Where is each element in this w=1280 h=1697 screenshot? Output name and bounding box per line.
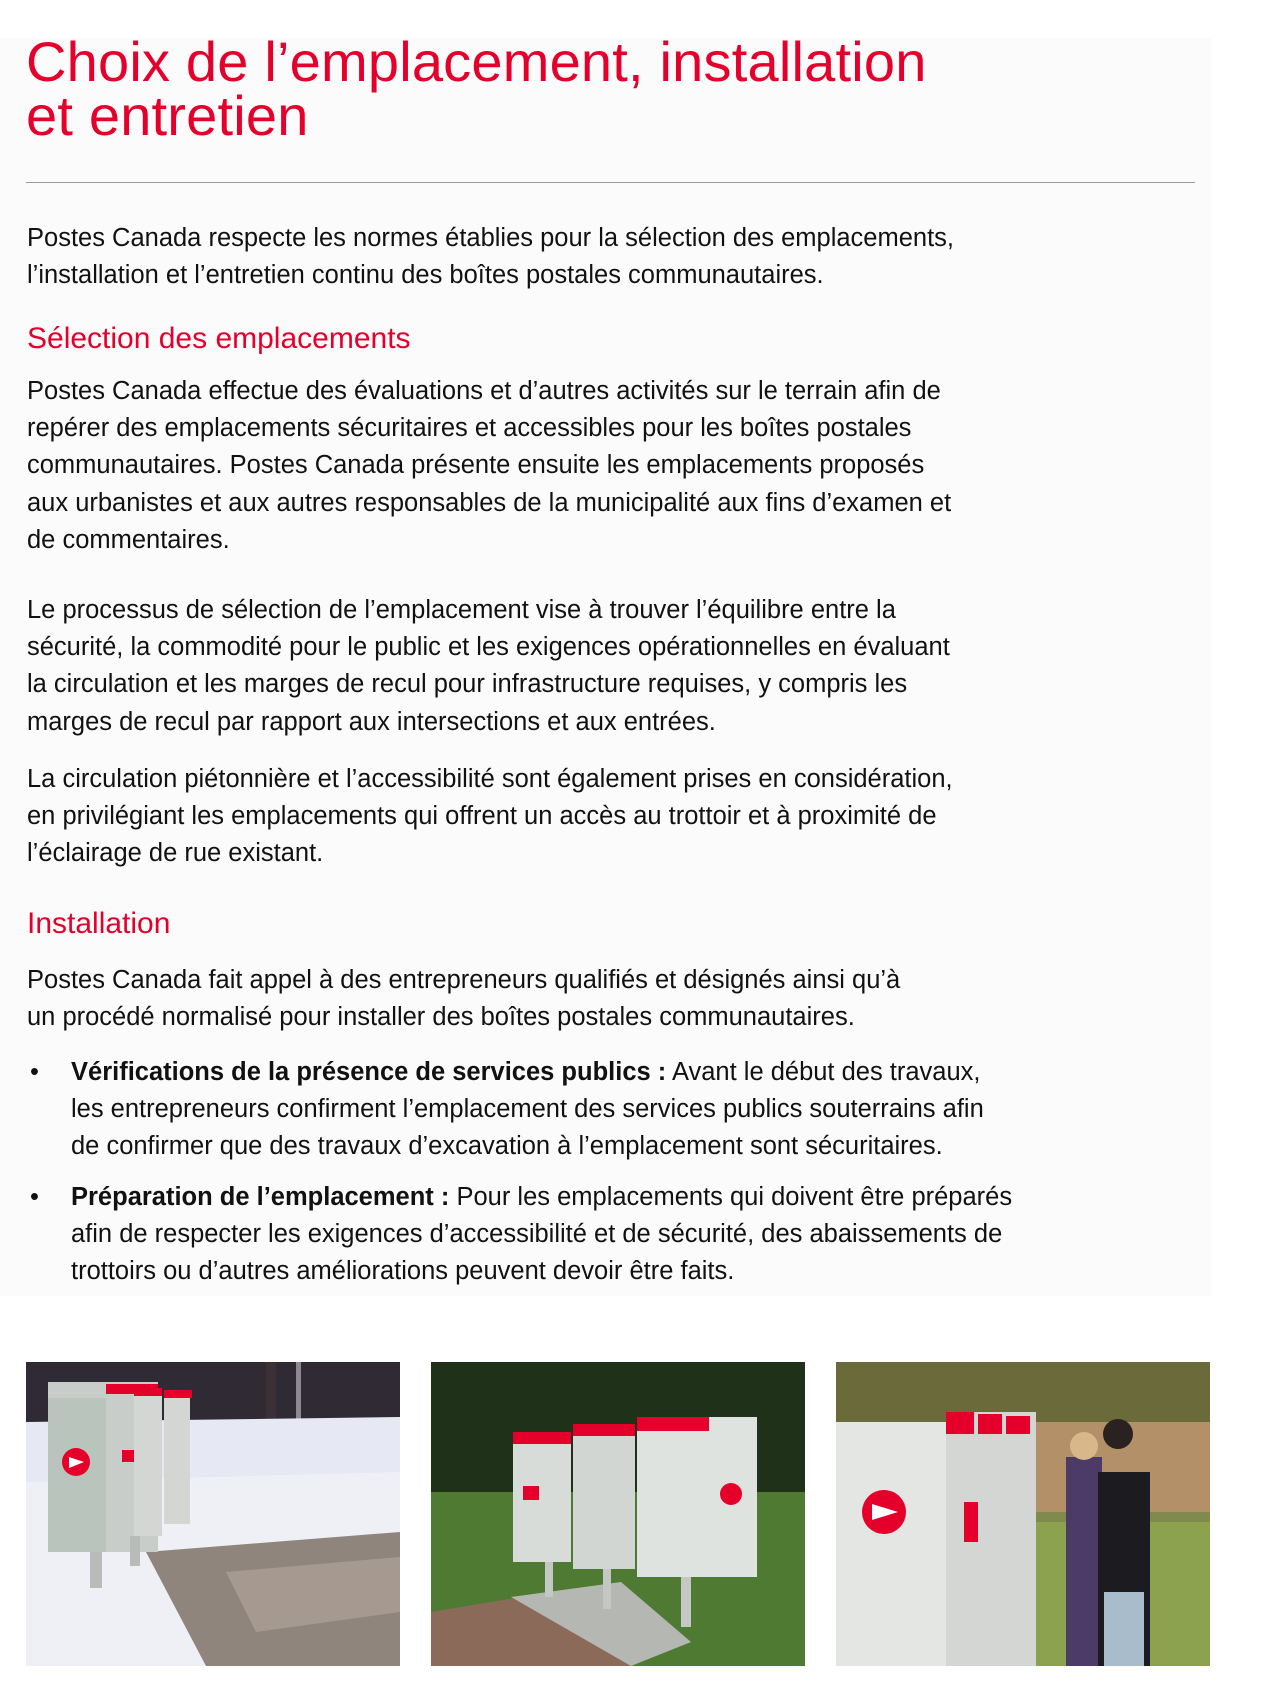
text-line: aux urbanistes et aux autres responsables de la municipalité aux fins d’examen et (27, 488, 952, 517)
text-line: Pour les emplacements qui doivent être préparés (449, 1182, 1013, 1211)
page-title (26, 30, 927, 147)
bullet-title: Vérifications de la présence de services publics : (71, 1058, 667, 1086)
photo-mailboxes-snow-icon (26, 1362, 400, 1666)
text-line: trottoirs ou d’autres améliorations peuvent devoir être faits. (71, 1257, 735, 1286)
text-line: marges de recul par rapport aux intersections et aux entrées. (27, 707, 716, 736)
selection-paragraph-1 (27, 373, 951, 559)
section-heading-installation: Installation (27, 907, 171, 940)
selection-paragraph-2 (27, 592, 950, 741)
text-line: de confirmer que des travaux d’excavation à l’emplacement sont sécuritaires. (71, 1132, 943, 1161)
text-line: la circulation et les marges de recul pour infrastructure requises, y compris les (27, 670, 908, 699)
section-heading-selection: Sélection des emplacements (27, 322, 411, 355)
photo-mailboxes-grass-icon (431, 1362, 805, 1666)
title-divider (26, 182, 1195, 183)
text-line: les entrepreneurs confirment l’emplacement des services publics souterrains afin (71, 1095, 984, 1124)
text-line: afin de respecter les exigences d’accessibilité et de sécurité, des abaissements de (71, 1219, 1003, 1248)
text-line: Le processus de sélection de l’emplacement vise à trouver l’équilibre entre la (27, 596, 896, 624)
list-item (27, 1179, 1012, 1291)
text-line: sécurité, la commodité pour le public et les exigences opérationnelles en évaluant (27, 633, 950, 662)
text-line: repérer des emplacements sécuritaires et accessibles pour les boîtes postales (27, 414, 912, 443)
intro-paragraph (27, 220, 954, 294)
bullet-title: Préparation de l’emplacement : (71, 1182, 450, 1211)
text-line: communautaires. Postes Canada présente ensuite les emplacements proposés (27, 451, 925, 480)
list-item (27, 1054, 1012, 1166)
text-line: Avant le début des travaux, (666, 1058, 981, 1086)
text-line: l’éclairage de rue existant. (27, 839, 324, 868)
bullet-icon: • (30, 1058, 39, 1086)
text-line: l’installation et l’entretien continu des boîtes postales communautaires. (27, 261, 824, 290)
bullet-icon: • (30, 1182, 39, 1211)
page-title-line: et entretien (26, 84, 309, 147)
text-line: un procédé normalisé pour installer des boîtes postales communautaires. (27, 1003, 855, 1032)
selection-paragraph-3 (27, 761, 953, 873)
text-line: La circulation piétonnière et l’accessibilité sont également prises en considération, (27, 765, 953, 793)
photo-mailboxes-couple-icon (836, 1362, 1210, 1666)
page-title-line: Choix de l’emplacement, installation (26, 30, 927, 93)
installation-paragraph (27, 962, 900, 1036)
text-line: Postes Canada effectue des évaluations et d’autres activités sur le terrain afin de (27, 377, 941, 405)
text-line: Postes Canada fait appel à des entrepreneurs qualifiés et désignés ainsi qu’à (27, 966, 901, 994)
text-line: de commentaires. (27, 525, 230, 554)
installation-bullet-list (27, 1054, 1012, 1303)
text-line: Postes Canada respecte les normes établies pour la sélection des emplacements, (27, 224, 955, 252)
text-line: en privilégiant les emplacements qui offrent un accès au trottoir et à proximité de (27, 802, 937, 831)
